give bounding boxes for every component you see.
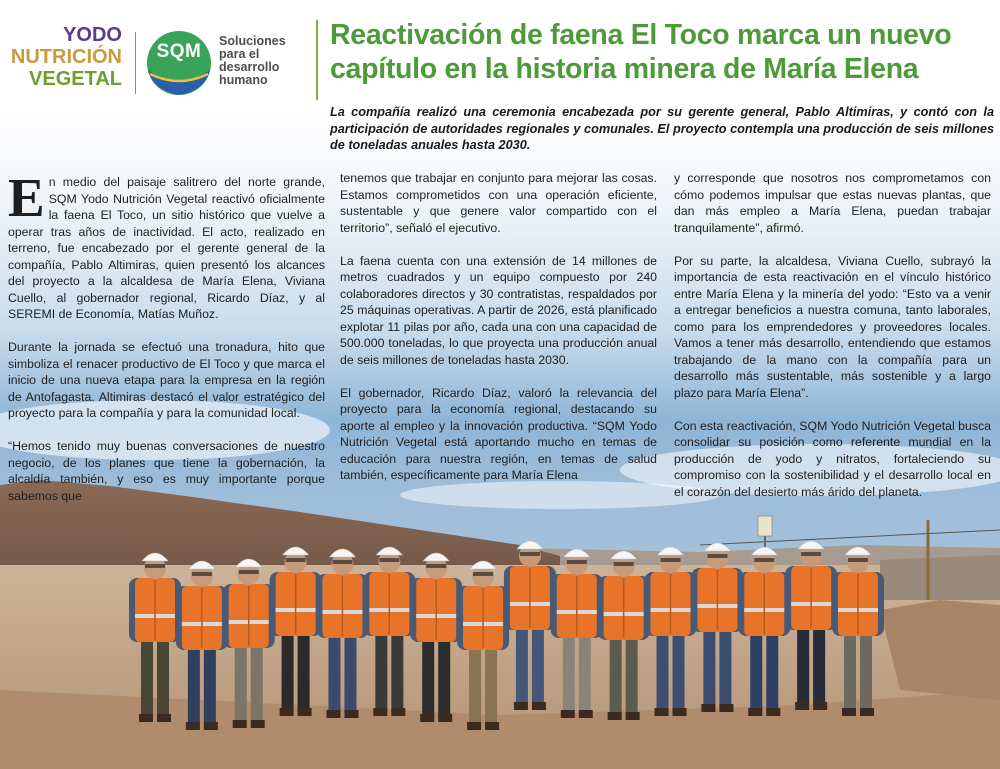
tagline-line-1: Soluciones: [219, 34, 286, 48]
paragraph-text: n medio del paisaje salitrero del norte grande, SQM Yodo Nutrición Vegetal reactivó oficialmente la faena El Toco, un sitio histórico que vuelve a operar tras años de inactividad. El acto, realizado en terreno, fue encabezado por el gerente general de la compañía, Pablo Altimiras, quien presentó los alcances del proyecto a la alcaldesa de María Elena, Viviana Cuello, al gobernador regional, Ricardo Díaz, y al SEREMI de Economía, Matías Muñoz.: [8, 175, 325, 321]
paragraph: Por su parte, la alcaldesa, Viviana Cuello, subrayó la importancia de esta reactivación en el vínculo histórico entre María Elena y la minería del yodo: “Esto va a venir a entregar beneficios a nuestra comuna, tanto laborales, como para los emprendedores y proveedores locales. Vamos a tener más desarrollo, entendiendo que estamos trabajando de la mano con la compañía para un desarrollo más sustentable, más sostenible y a largo plazo para María Elena”.: [674, 253, 991, 400]
paragraph: y corresponde que nosotros nos comprometamos con cómo podemos impulsar que estas nuevas plantas, que dan más empleo a María Elena, puedan trabajar tranquilamente”, afirmó.: [674, 171, 991, 235]
paragraph: Durante la jornada se efectuó una tronadura, hito que simboliza el renacer productivo de El Toco y que marca el inicio de una nueva etapa para la empresa en la región de Antofagasta. Altimiras destacó el valor estratégico del proyecto para la compañía y para la comunidad local.: [8, 340, 325, 420]
paragraph: [8, 167, 325, 323]
paragraph: tenemos que trabajar en conjunto para mejorar las cosas. Estamos comprometidos con una operación eficiente, sustentable y que genere valor compartido con el territorio”, señaló el ejecutivo.: [340, 171, 657, 235]
right-mound: [880, 555, 1000, 600]
tagline-line-2: para el: [219, 47, 260, 61]
brand-line-vegetal: VEGETAL: [29, 68, 122, 90]
brand-line-yodo: YODO: [63, 24, 122, 46]
article-headline: Reactivación de faena El Toco marca un nuevo capítulo en la historia minera de María Elena: [330, 19, 952, 85]
tagline-line-4: humano: [219, 73, 268, 87]
article-column-1: [8, 167, 325, 521]
sqm-logo-text: SQM: [156, 41, 202, 62]
paragraph: La faena cuenta con una extensión de 14 millones de metros cuadrados y un equipo compuesto por 240 colaboradores directos y 30 contratistas, respaldados por 25 máquinas operativas. A partir de 2026, está planificado explotar 11 pilas por año, cada una con una capacidad de 500.000 toneladas, lo que proyecta una producción anual de seis millones de toneladas hasta 2030.: [340, 253, 657, 367]
brand-divider: [135, 32, 136, 94]
warning-sign: [758, 516, 772, 536]
article-subhead: La compañía realizó una ceremonia encabezada por su gerente general, Pablo Altimiras, y contó con la participación de autoridades regionales y comunales. El proyecto contempla una producción de seis millones de toneladas anuales hasta 2030.: [330, 105, 994, 152]
paragraph: Con esta reactivación, SQM Yodo Nutrición Vegetal busca consolidar su posición como referente mundial en la producción de yodo y nitratos, fortaleciendo su compromiso con la sostenibilidad y el desarrollo local en el corazón del desierto más árido del planeta.: [674, 418, 991, 499]
article-column-2: [340, 170, 657, 500]
paragraph: El gobernador, Ricardo Díaz, valoró la relevancia del proyecto para la economía regional, destacando su aporte al empleo y la innovación productiva. “SQM Yodo Nutrición Vegetal está aportando mucho en temas de educación para nuestra región, en temas de salud también, específicamente para María Elena: [340, 385, 657, 482]
article-column-3: [674, 170, 991, 517]
header-divider: [316, 20, 318, 100]
drop-cap: E: [8, 167, 45, 228]
brand-line-nutricion: NUTRICIÓN: [10, 46, 122, 68]
paragraph: “Hemos tenido muy buenas conversaciones de nuestro negocio, de los planes que tiene la gobernación, la alcaldía también, y eso es muy importante porque sabemos que: [8, 439, 325, 503]
sqm-logo-icon: [146, 30, 212, 96]
tagline-line-3: desarrollo: [219, 60, 280, 74]
